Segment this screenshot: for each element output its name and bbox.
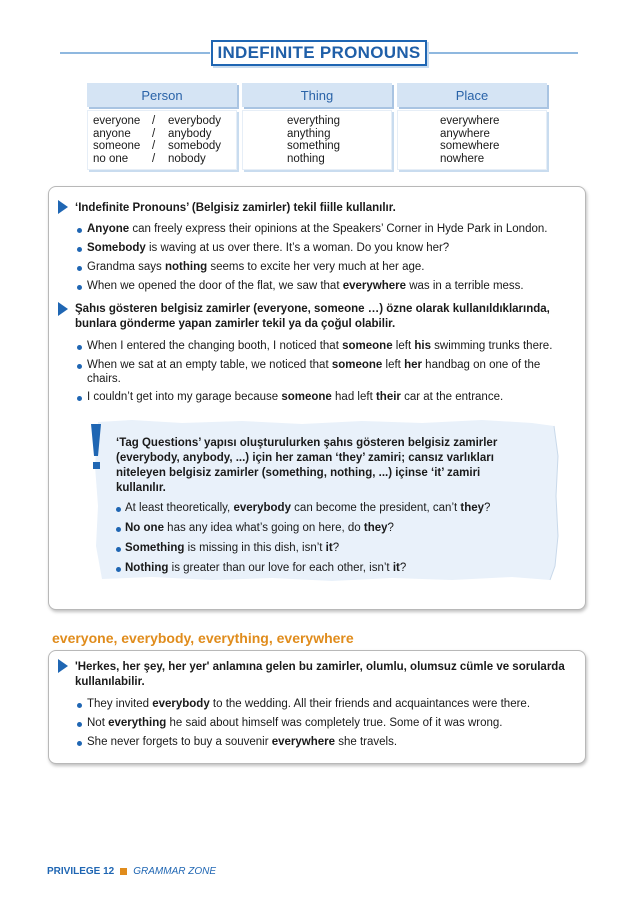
note-example-3: Something is missing in this dish, isn’t it? — [125, 542, 340, 554]
person-b-1: anybody — [168, 127, 212, 140]
person-sep-0: / — [152, 115, 156, 127]
bullet-dot — [77, 703, 82, 708]
person-b-2: somebody — [168, 140, 222, 152]
thing-3: nothing — [287, 152, 325, 165]
thing-2: something — [287, 140, 341, 152]
rule-1: ‘Indefinite Pronouns’ (Belgisiz zamirler) tekil fiille kullanılır. — [75, 202, 396, 214]
note-line-3: niteleyen belgisiz zamirler (something, nothing, ...) içinse ‘it’ zamiri — [116, 467, 481, 479]
rule-3-line-1: 'Herkes, her şey, her yer' anlamına gelen bu zamirler, olumlu, olumsuz cümle ve sorularda — [75, 661, 565, 673]
note-line-1: ‘Tag Questions’ yapısı oluşturulurken şahıs gösteren belgisiz zamirler — [116, 437, 498, 449]
example-2-2: When we sat at an empty table, we noticed that someone left her handbag on one of the — [87, 359, 541, 371]
example-1-2: Somebody is waving at us over there. It’s a woman. Do you know her? — [87, 242, 450, 254]
arrow-icon — [58, 200, 68, 214]
bullet-dot — [77, 364, 82, 369]
example-1-1: Anyone can freely express their opinions at the Speakers’ Corner in Hyde Park in London. — [87, 223, 548, 235]
place-1: anywhere — [440, 127, 490, 140]
note-example-2: No one has any idea what’s going on here, do they? — [125, 522, 394, 534]
page-footer — [47, 866, 216, 877]
person-sep-2: / — [152, 140, 156, 152]
thing-0: everything — [287, 115, 341, 127]
bullet-dot — [77, 396, 82, 401]
header-person: Person — [87, 83, 237, 107]
person-a-3: no one — [93, 152, 129, 165]
rule-2-line-1: Şahıs gösteren belgisiz zamirler (everyone, someone …) özne olarak kullanıldıklarında, — [75, 303, 550, 315]
thing-1: anything — [287, 127, 331, 140]
exclamation-icon — [88, 422, 104, 474]
example-2-2-cont: chairs. — [87, 373, 121, 385]
rule-2-line-2: bunlara gönderme yapan zamirler tekil ya da çoğul olabilir. — [75, 318, 396, 330]
bullet-dot — [116, 547, 121, 552]
page-title-box — [211, 40, 427, 66]
example-3-3: She never forgets to buy a souvenir everywhere she travels. — [87, 736, 398, 748]
place-3: nowhere — [440, 152, 485, 165]
person-b-3: nobody — [168, 152, 206, 165]
bullet-dot — [77, 266, 82, 271]
footer-square-icon — [120, 868, 127, 875]
person-a-1: anyone — [93, 127, 131, 140]
bullet-dot — [77, 228, 82, 233]
example-1-3: Grandma says nothing seems to excite her very much at her age. — [87, 261, 425, 273]
example-3-2: Not everything he said about himself was completely true. Some of it was wrong. — [87, 717, 503, 729]
bullet-dot — [77, 722, 82, 727]
title-rule-left — [60, 52, 210, 54]
bullet-dot — [77, 741, 82, 746]
header-thing: Thing — [242, 83, 392, 107]
bullet-dot — [77, 345, 82, 350]
person-a-2: someone — [93, 140, 141, 152]
person-sep-1: / — [152, 127, 156, 140]
example-3-1: They invited everybody to the wedding. All their friends and acquaintances were there. — [87, 698, 531, 710]
title-rule-right — [428, 52, 578, 54]
note-line-4: kullanılır. — [116, 482, 166, 494]
place-2: somewhere — [440, 140, 500, 152]
example-2-1: When I entered the changing booth, I noticed that someone left his swimming trunks there. — [87, 340, 553, 352]
section-subheading: everyone, everybody, everything, everywhere — [52, 630, 354, 646]
note-example-4: Nothing is greater than our love for each other, isn’t it? — [125, 562, 407, 574]
arrow-icon — [58, 302, 68, 316]
bullet-dot — [77, 247, 82, 252]
bullet-dot — [116, 507, 121, 512]
bullet-dot — [116, 567, 121, 572]
person-b-0: everybody — [168, 115, 222, 127]
bullet-dot — [77, 285, 82, 290]
person-a-0: everyone — [93, 115, 141, 127]
note-line-2: (everybody, anybody, ...) için her zaman ‘they’ zamiri; cansız varlıkları — [116, 452, 494, 464]
footer-brand: PRIVILEGE 12 — [47, 866, 115, 877]
footer-zone: GRAMMAR ZONE — [133, 866, 217, 877]
note-example-1: At least theoretically, everybody can become the president, can’t they? — [125, 502, 491, 514]
person-sep-3: / — [152, 152, 156, 165]
place-0: everywhere — [440, 115, 500, 127]
header-place: Place — [397, 83, 547, 107]
example-1-4: When we opened the door of the flat, we saw that everywhere was in a terrible mess. — [87, 280, 524, 292]
page-title: INDEFINITE PRONOUNS — [217, 43, 421, 62]
arrow-icon — [58, 659, 68, 673]
example-2-3: I couldn’t get into my garage because someone had left their car at the entrance. — [87, 391, 504, 403]
rule-3-line-2: kullanılabilir. — [75, 676, 145, 688]
bullet-dot — [116, 527, 121, 532]
